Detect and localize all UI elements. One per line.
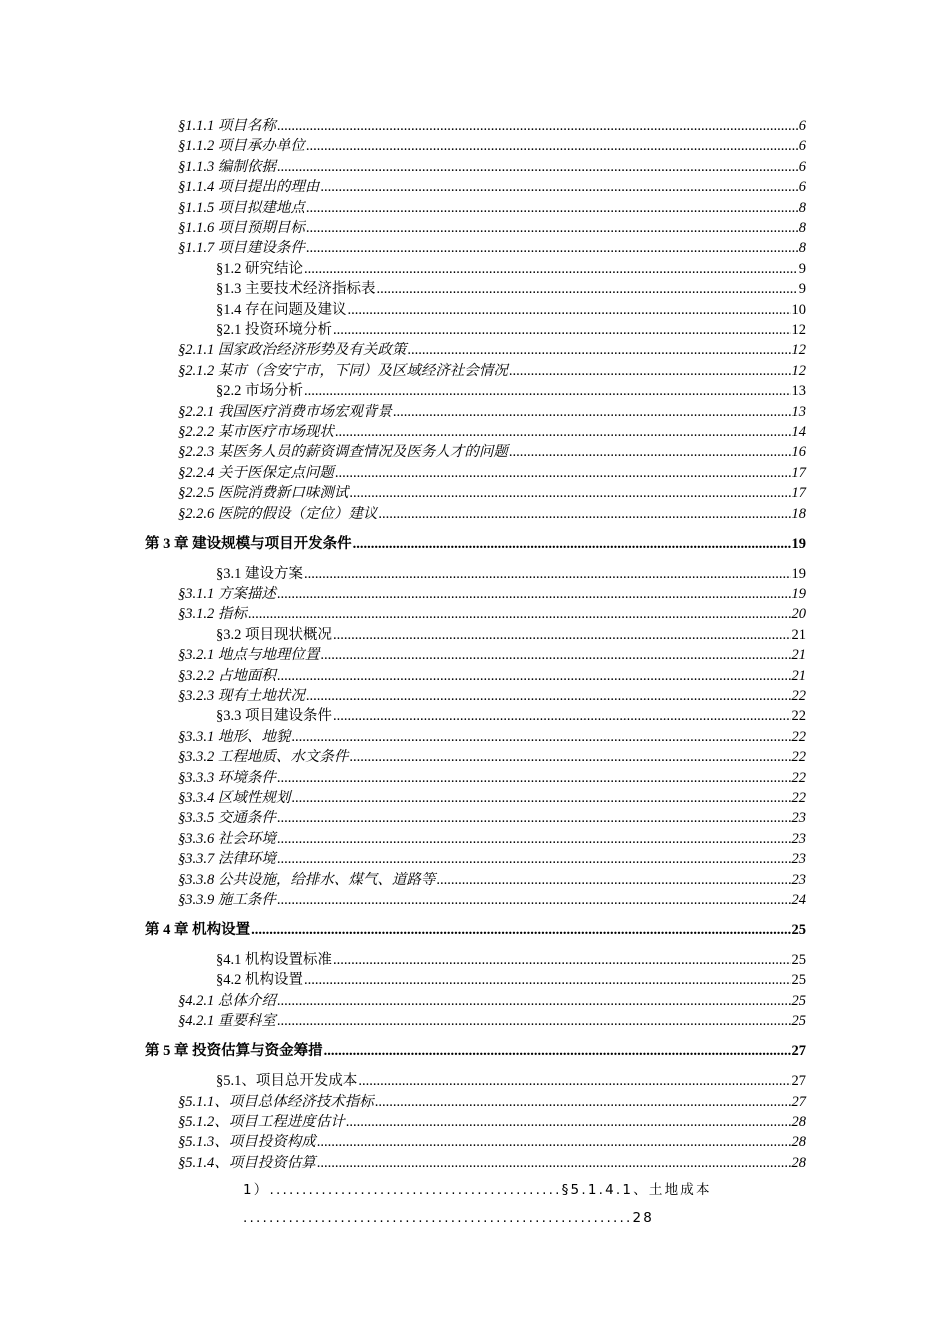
toc-entry-page: 23 <box>791 830 806 847</box>
toc-leader <box>333 706 791 726</box>
toc-entry-label: §5.1.4、项目投资估算 <box>178 1154 316 1171</box>
toc-entry[interactable] <box>178 1011 806 1031</box>
toc-entry-page: 25 <box>791 972 806 989</box>
toc-entry[interactable] <box>216 625 806 645</box>
toc-leader <box>358 1071 790 1091</box>
toc-entry-label: §3.3 项目建设条件 <box>216 708 332 725</box>
toc-entry[interactable] <box>178 198 806 218</box>
toc-leader <box>393 402 791 422</box>
toc-entry-page: 18 <box>791 505 806 522</box>
toc-entry-label: §1.2 研究结论 <box>216 260 303 277</box>
toc-entry-label: §3.3.4 区域性规划 <box>178 790 291 806</box>
toc-entry-label: §3.2.3 现有土地状况 <box>178 688 305 704</box>
toc-entry-label: §2.1.1 国家政治经济形势及有关政策 <box>178 342 407 359</box>
toc-leader <box>320 645 790 665</box>
toc-entry[interactable] <box>178 991 806 1011</box>
toc-entry[interactable] <box>178 890 806 910</box>
toc-entry[interactable] <box>178 666 806 686</box>
toc-leader <box>251 920 790 940</box>
toc-entry-page: 27 <box>791 1093 806 1110</box>
toc-entry[interactable] <box>178 849 806 869</box>
toc-entry[interactable] <box>178 747 806 767</box>
toc-wrapped-line-2 <box>243 1208 654 1228</box>
toc-entry-label: §1.1.7 项目建设条件 <box>178 240 305 257</box>
toc-leader <box>277 768 791 788</box>
toc-entry-label: §3.3.3 环境条件 <box>178 769 276 786</box>
toc-entry-label: §2.2.4 关于医保定点问题 <box>178 464 334 481</box>
toc-leader <box>509 361 791 381</box>
toc-leader <box>436 870 790 890</box>
toc-leader <box>509 442 791 462</box>
toc-entry-label: §5.1.1、项目总体经济技术指标 <box>178 1093 374 1110</box>
toc-leader <box>333 625 791 645</box>
toc-entry-page: 19 <box>791 565 806 582</box>
toc-entry-label: §3.1 建设方案 <box>216 565 303 582</box>
toc-entry-page: 6 <box>798 179 806 196</box>
toc-entry-page: 25 <box>791 1013 806 1030</box>
toc-leader <box>291 727 790 747</box>
toc-entry[interactable] <box>178 504 806 524</box>
toc-entry-page: 27 <box>791 1043 806 1060</box>
toc-entry-label: §2.2.6 医院的假设（定位）建议 <box>178 505 378 522</box>
toc-entry-page: 22 <box>791 790 806 806</box>
toc-entry-label: §2.2.5 医院消费新口味测试 <box>178 485 349 502</box>
toc-entry-label: §3.3.5 交通条件 <box>178 810 276 827</box>
toc-leader <box>407 340 790 360</box>
toc-entry-page: 25 <box>791 922 806 938</box>
toc-leader <box>377 279 798 299</box>
toc-entry-page: 23 <box>791 810 806 827</box>
toc-entry[interactable] <box>216 300 806 320</box>
toc-entry-page: 13 <box>791 383 806 400</box>
toc-chapter-entry[interactable] <box>145 534 806 554</box>
toc-leader <box>248 604 791 624</box>
toc-entry[interactable] <box>178 361 806 381</box>
toc-entry-page: 9 <box>798 281 806 298</box>
toc-entry-label: §4.2.1 重要科室 <box>178 1013 276 1030</box>
toc-entry[interactable] <box>178 829 806 849</box>
toc-entry-label: §3.3.1 地形、地貌 <box>178 728 291 745</box>
toc-entry-label: §3.2 项目现状概况 <box>216 626 332 643</box>
toc-entry-label: §2.2.2 某市医疗市场现状 <box>178 424 334 440</box>
toc-entry-page: 21 <box>791 647 806 664</box>
toc-entry[interactable] <box>178 116 806 136</box>
toc-leader <box>304 564 791 584</box>
toc-entry-label: 第 5 章 投资估算与资金筹措 <box>145 1043 323 1060</box>
toc-entry-page: 24 <box>791 892 806 908</box>
toc-entry-label: §3.2.2 占地面积 <box>178 667 276 684</box>
toc-entry-label: §1.1.4 项目提出的理由 <box>178 179 320 196</box>
toc-wrapped-label: §5.1.4.1、土地成本 <box>561 1182 712 1198</box>
toc-leader <box>277 808 791 828</box>
toc-entry[interactable] <box>178 463 806 483</box>
toc-leader <box>378 504 790 524</box>
toc-leader <box>306 686 791 706</box>
toc-leader <box>320 177 797 197</box>
toc-entry[interactable] <box>216 1071 806 1091</box>
toc-entry-page: 25 <box>791 952 806 968</box>
toc-leader <box>306 218 798 238</box>
toc-leader <box>333 320 791 340</box>
toc-wrapped-page: 28 <box>632 1210 655 1226</box>
toc-entry-page: 12 <box>791 342 806 359</box>
toc-chapter-entry[interactable] <box>145 1041 806 1061</box>
toc-entry-page: 21 <box>791 626 806 643</box>
toc-leader <box>306 136 798 156</box>
toc-entry-label: §1.1.6 项目预期目标 <box>178 220 305 236</box>
toc-entry-page: 22 <box>791 688 806 704</box>
toc-leader <box>306 198 798 218</box>
toc-entry-page: 9 <box>798 260 806 277</box>
toc-entry-page: 10 <box>791 301 806 318</box>
toc-leader <box>349 483 790 503</box>
toc-entry-page: 16 <box>791 444 806 461</box>
toc-entry[interactable] <box>178 1112 806 1132</box>
toc-entry[interactable] <box>178 218 806 238</box>
toc-leader <box>277 890 791 910</box>
toc-entry[interactable] <box>178 136 806 156</box>
toc-leader <box>333 950 791 970</box>
toc-entry-page: 22 <box>791 728 806 745</box>
toc-entry[interactable] <box>178 340 806 360</box>
toc-entry-page: 28 <box>791 1114 806 1130</box>
toc-entry-label: §3.2.1 地点与地理位置 <box>178 647 320 664</box>
toc-entry-page: 21 <box>791 667 806 684</box>
toc-entry-page: 8 <box>798 199 806 216</box>
toc-entry[interactable] <box>178 422 806 442</box>
toc-entry-label: §5.1.2、项目工程进度估计 <box>178 1114 345 1130</box>
toc-entry[interactable] <box>216 279 806 299</box>
toc-entry[interactable] <box>178 402 806 422</box>
toc-entry-page: 17 <box>791 464 806 481</box>
toc-entry-label: §3.3.7 法律环境 <box>178 851 276 868</box>
toc-entry-label: §3.3.8 公共设施，给排水、煤气、道路等 <box>178 871 436 888</box>
toc-entry-page: 17 <box>791 485 806 502</box>
toc-entry[interactable] <box>216 950 806 970</box>
toc-entry-page: 12 <box>791 322 806 338</box>
toc-entry-label: §2.2.3 某医务人员的薪资调查情况及医务人才的问题 <box>178 444 508 461</box>
toc-entry-page: 28 <box>791 1154 806 1171</box>
toc-entry[interactable] <box>178 177 806 197</box>
toc-entry-label: §2.2 市场分析 <box>216 383 303 400</box>
toc-entry-label: §4.1 机构设置标准 <box>216 952 332 968</box>
toc-entry[interactable] <box>178 483 806 503</box>
toc-entry[interactable] <box>178 1132 806 1152</box>
toc-entry[interactable] <box>216 381 806 401</box>
toc-entry-label: §2.1.2 某市（含安宁市，下同）及区域经济社会情况 <box>178 362 508 379</box>
toc-entry-page: 6 <box>798 158 806 175</box>
toc-leader <box>324 1041 791 1061</box>
toc-entry-page: 25 <box>791 992 806 1009</box>
toc-entry-page: 23 <box>791 871 806 888</box>
toc-entry-page: 22 <box>791 749 806 766</box>
toc-leader <box>277 584 791 604</box>
toc-chapter-entry[interactable] <box>145 920 806 940</box>
toc-entry-label: §3.3.9 施工条件 <box>178 892 276 908</box>
toc-leader: ............................................................ <box>243 1210 633 1226</box>
toc-entry-page: 19 <box>791 535 806 552</box>
toc-wrapped-line-1 <box>243 1180 712 1200</box>
toc-entry-label: §5.1、项目总开发成本 <box>216 1073 358 1090</box>
toc-leader <box>277 1011 791 1031</box>
toc-leader <box>304 259 798 279</box>
toc-entry-page: 6 <box>798 118 806 134</box>
toc-leader <box>346 1112 791 1132</box>
toc-entry[interactable] <box>178 584 806 604</box>
toc-leader <box>304 970 791 990</box>
toc-entry-label: §3.3.2 工程地质、水文条件 <box>178 749 349 766</box>
toc-entry[interactable] <box>178 727 806 747</box>
toc-leader <box>335 463 791 483</box>
toc-leader <box>353 534 791 554</box>
toc-entry-page: 14 <box>791 424 806 440</box>
toc-entry-page: 8 <box>798 240 806 257</box>
toc-entry[interactable] <box>178 686 806 706</box>
toc-entry[interactable] <box>178 238 806 258</box>
toc-leader <box>304 381 791 401</box>
toc-leader <box>349 747 790 767</box>
toc-leader <box>335 422 791 442</box>
toc-entry-label: §1.4 存在问题及建议 <box>216 301 347 318</box>
toc-entry[interactable] <box>216 970 806 990</box>
toc-leader <box>317 1132 791 1152</box>
toc-entry-label: §2.1 投资环境分析 <box>216 322 332 338</box>
toc-entry-page: 22 <box>791 769 806 786</box>
toc-entry[interactable] <box>178 645 806 665</box>
toc-leader <box>375 1092 791 1112</box>
toc-entry-label: §1.1.5 项目拟建地点 <box>178 199 305 216</box>
toc-entry[interactable] <box>178 442 806 462</box>
toc-wrapped-prefix: 1） <box>243 1182 270 1198</box>
toc-entry[interactable] <box>216 259 806 279</box>
toc-entry-label: §1.1.2 项目承办单位 <box>178 138 305 155</box>
toc-leader <box>277 829 791 849</box>
toc-entry-page: 8 <box>798 220 806 236</box>
toc-leader <box>291 788 790 808</box>
toc-entry-label: §1.3 主要技术经济指标表 <box>216 281 376 298</box>
toc-entry-label: §5.1.3、项目投资构成 <box>178 1134 316 1151</box>
toc-entry[interactable] <box>178 870 806 890</box>
toc-entry-label: §2.2.1 我国医疗消费市场宏观背景 <box>178 403 392 420</box>
toc-leader <box>277 849 791 869</box>
toc-leader: ............................................. <box>269 1182 562 1198</box>
toc-entry-page: 6 <box>798 138 806 155</box>
toc-entry-label: §3.1.2 指标 <box>178 606 247 623</box>
toc-entry[interactable] <box>178 604 806 624</box>
toc-entry-label: §4.2 机构设置 <box>216 972 303 989</box>
toc-entry-page: 28 <box>791 1134 806 1151</box>
toc-entry-label: §3.3.6 社会环境 <box>178 830 276 847</box>
toc-entry[interactable] <box>216 564 806 584</box>
toc-leader <box>277 116 798 136</box>
toc-leader <box>277 157 798 177</box>
toc-leader <box>277 991 791 1011</box>
toc-entry[interactable] <box>178 157 806 177</box>
toc-entry[interactable] <box>178 788 806 808</box>
toc-entry[interactable] <box>216 320 806 340</box>
toc-entry[interactable] <box>216 706 806 726</box>
toc-entry-label: §1.1.1 项目名称 <box>178 118 276 134</box>
toc-entry-label: §1.1.3 编制依据 <box>178 158 276 175</box>
toc-entry-page: 22 <box>791 708 806 725</box>
toc-entry-label: 第 3 章 建设规模与项目开发条件 <box>145 535 352 552</box>
toc-entry[interactable] <box>178 768 806 788</box>
toc-entry[interactable] <box>178 1092 806 1112</box>
toc-entry-label: §4.2.1 总体介绍 <box>178 992 276 1009</box>
toc-leader <box>317 1153 791 1173</box>
toc-entry-label: §3.1.1 方案描述 <box>178 586 276 602</box>
toc-entry-label: 第 4 章 机构设置 <box>145 922 251 938</box>
toc-leader <box>348 300 791 320</box>
toc-leader <box>277 666 791 686</box>
toc-entry-page: 19 <box>791 586 806 602</box>
toc-entry[interactable] <box>178 1153 806 1173</box>
toc-entry[interactable] <box>178 808 806 828</box>
toc-entry-page: 13 <box>791 403 806 420</box>
toc-entry-page: 27 <box>791 1073 806 1090</box>
toc-entry-page: 12 <box>791 362 806 379</box>
toc-entry-page: 23 <box>791 851 806 868</box>
toc-entry-page: 20 <box>791 606 806 623</box>
toc-leader <box>306 238 798 258</box>
